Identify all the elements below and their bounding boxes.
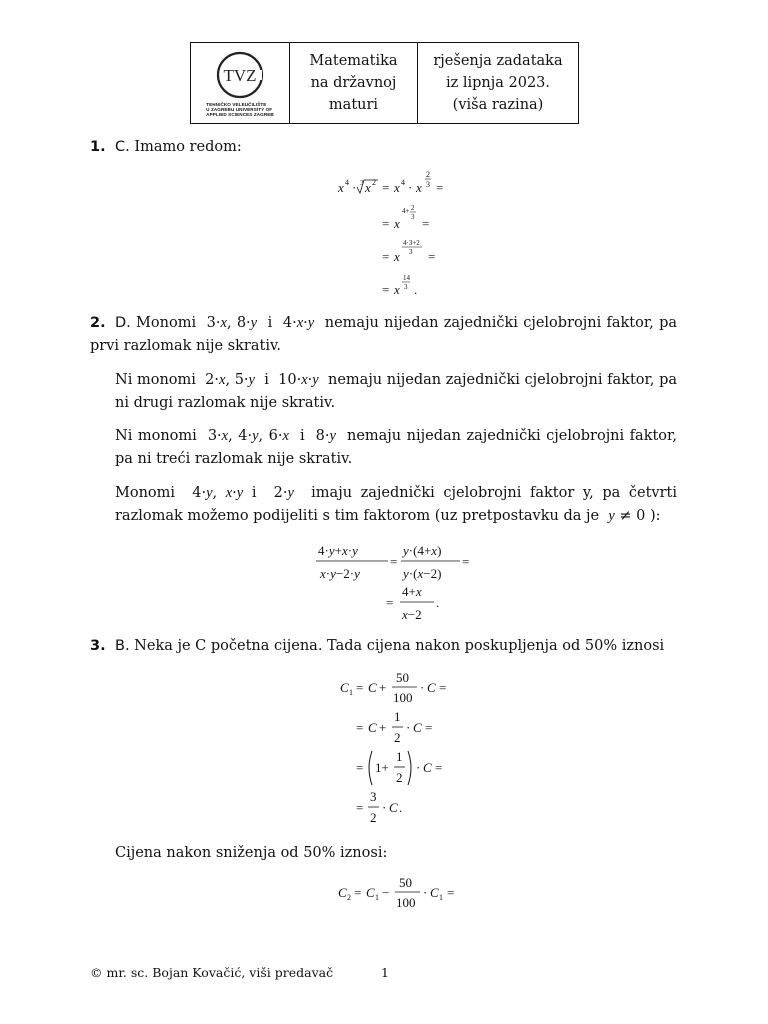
svg-text:1: 1	[375, 893, 379, 902]
svg-text:·: ·	[420, 680, 425, 695]
svg-text:2: 2	[370, 810, 377, 825]
svg-text:y·(x−2): y·(x−2)	[403, 566, 442, 581]
svg-text:=: =	[435, 760, 443, 775]
answer-letter: D	[115, 315, 127, 331]
svg-text:C: C	[366, 885, 375, 900]
svg-text:+: +	[379, 680, 387, 695]
svg-text:3: 3	[370, 789, 377, 804]
svg-text:x−2: x−2	[402, 607, 422, 622]
svg-text:=: =	[425, 720, 433, 735]
problem-1-equation	[330, 168, 480, 303]
page-number: 1	[381, 965, 389, 980]
header-subtitle: rješenja zadataka iz lipnja 2023. (viša razina)	[433, 53, 563, 113]
svg-text:C: C	[338, 885, 347, 900]
answer-letter: B	[115, 638, 125, 654]
problem-2-equation	[310, 537, 490, 627]
svg-text:C: C	[389, 800, 398, 815]
svg-text:x: x	[416, 180, 422, 195]
svg-text:1: 1	[439, 893, 443, 902]
svg-text:+: +	[379, 720, 387, 735]
svg-text:50: 50	[396, 670, 409, 685]
problem-1-intro: 1. C. Imamo redom:	[90, 136, 677, 159]
svg-text:3: 3	[409, 248, 413, 256]
answer-letter: C	[115, 139, 126, 155]
svg-text:=: =	[382, 249, 390, 264]
svg-text:x: x	[394, 282, 400, 297]
logo-caption: TEHNIČKO VELEUČILIŠTE U ZAGREBU UNIVERSITY OF APPLIED SCIENCES ZAGREB	[206, 101, 274, 117]
svg-text:2: 2	[426, 170, 430, 179]
svg-text:C: C	[340, 680, 349, 695]
svg-text:1: 1	[349, 688, 353, 697]
svg-text:4: 4	[401, 178, 405, 187]
svg-text:x: x	[365, 180, 371, 195]
svg-text:3: 3	[404, 283, 408, 291]
problem-3-equation-1	[335, 665, 485, 835]
svg-text:=: =	[422, 216, 430, 231]
svg-text:100: 100	[393, 690, 413, 705]
svg-text:=: =	[356, 680, 364, 695]
svg-text:3: 3	[426, 180, 430, 189]
svg-text:=: =	[356, 800, 364, 815]
svg-text:·: ·	[416, 760, 421, 775]
svg-text:4·3+2: 4·3+2	[403, 239, 420, 247]
svg-text:=: =	[428, 249, 436, 264]
svg-text:−: −	[382, 885, 390, 900]
svg-text:2: 2	[372, 178, 376, 187]
problem-3-intro: 3. B. Neka je C početna cijena. Tada cijena nakon poskupljenja od 50% iznosi	[90, 635, 677, 658]
svg-text:.: .	[436, 595, 440, 610]
svg-text:=: =	[462, 554, 470, 569]
tvz-logo-icon	[208, 50, 272, 100]
svg-text:50: 50	[399, 875, 412, 890]
footer-author: © mr. sc. Bojan Kovačić, viši predavač	[90, 965, 334, 980]
svg-text:x: x	[338, 180, 344, 195]
svg-text:2: 2	[394, 730, 401, 745]
svg-text:x: x	[394, 216, 400, 231]
svg-text:=: =	[356, 720, 364, 735]
problem-3-after: Cijena nakon sniženja od 50% iznosi:	[115, 845, 388, 861]
svg-text:=: =	[436, 180, 444, 195]
svg-text:2: 2	[396, 770, 403, 785]
svg-text:x·y−2·y: x·y−2·y	[320, 566, 360, 581]
svg-text:4·y+x·y: 4·y+x·y	[318, 543, 358, 558]
svg-text:=: =	[382, 282, 390, 297]
svg-text:·: ·	[406, 720, 411, 735]
svg-text:C: C	[368, 680, 377, 695]
svg-text:C: C	[368, 720, 377, 735]
svg-text:·: ·	[382, 800, 387, 815]
svg-text:4: 4	[345, 178, 349, 187]
problem-number: 2.	[90, 315, 106, 331]
svg-text:4+: 4+	[402, 207, 410, 215]
svg-text:=: =	[447, 885, 455, 900]
svg-text:100: 100	[396, 895, 416, 910]
svg-text:3: 3	[360, 179, 364, 187]
svg-text:1: 1	[394, 709, 401, 724]
problem-2-para-1: 2. D. Monomi 3·x, 8·y i 4·x·y nemaju nijedan zajednički cjelobrojni faktor, pa prvi razlomak nije skrativ.	[90, 312, 677, 358]
svg-text:=: =	[356, 760, 364, 775]
svg-text:=: =	[382, 216, 390, 231]
svg-text:2: 2	[347, 893, 351, 902]
header-title: Matematika na državnoj maturi	[290, 43, 418, 123]
svg-text:1+: 1+	[375, 760, 389, 775]
logo-letters: TVZ	[223, 65, 257, 85]
svg-text:C: C	[427, 680, 436, 695]
problem-2-para-3: Ni monomi 3·x, 4·y, 6·x i 8·y nemaju nijedan zajednički cjelobrojni faktor, pa ni treći razlomak nije skrativ.	[115, 428, 677, 467]
svg-text:4+x: 4+x	[402, 584, 422, 599]
problem-number: 1.	[90, 139, 106, 155]
svg-text:·: ·	[423, 885, 428, 900]
problem-2-para-2: Ni monomi 2·x, 5·y i 10·x·y nemaju nijedan zajednički cjelobrojni faktor, pa ni drugi razlomak nije skrativ.	[115, 372, 678, 411]
problem-number: 3.	[90, 638, 106, 654]
svg-text:=: =	[439, 680, 447, 695]
problem-3-equation-2	[333, 870, 483, 915]
svg-text:.: .	[399, 800, 403, 815]
svg-text:2: 2	[411, 204, 415, 212]
svg-text:C: C	[430, 885, 439, 900]
document-header	[190, 42, 579, 124]
svg-text:·: ·	[408, 180, 413, 195]
svg-text:x: x	[394, 249, 400, 264]
svg-text:=: =	[390, 554, 398, 569]
svg-text:1: 1	[396, 749, 403, 764]
svg-text:3: 3	[411, 213, 415, 221]
svg-text:=: =	[382, 180, 390, 195]
svg-text:y·(4+x): y·(4+x)	[403, 543, 442, 558]
svg-text:·: ·	[352, 180, 357, 195]
svg-text:C: C	[423, 760, 432, 775]
svg-text:14: 14	[403, 274, 410, 282]
svg-text:=: =	[354, 885, 362, 900]
svg-text:.: .	[414, 282, 418, 297]
svg-text:=: =	[386, 595, 394, 610]
svg-text:C: C	[413, 720, 422, 735]
problem-2-para-4: Monomi 4·y, x·y i 2·y imaju zajednički cjelobrojni faktor y, pa četvrti razlomak možemo podijeliti s tim faktorom (uz pretpostavku da je y ≠ 0 ):	[115, 485, 678, 524]
svg-text:x: x	[394, 180, 400, 195]
tvz-logo	[191, 43, 290, 123]
